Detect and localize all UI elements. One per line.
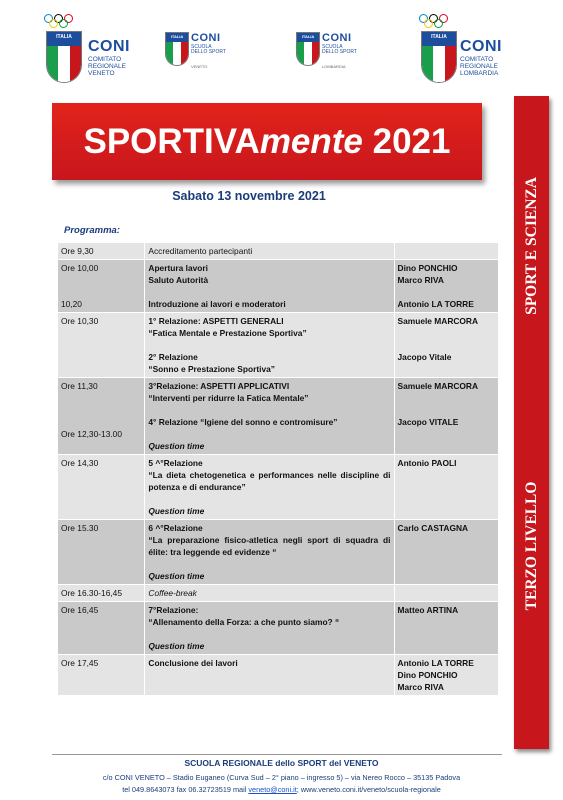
description-cell-line <box>148 404 390 416</box>
description-cell-line: Question time <box>148 506 205 516</box>
speaker-cell-line <box>398 286 495 298</box>
time-cell <box>58 313 145 378</box>
description-cell-line: 5 ^°Relazione <box>148 458 203 468</box>
side-label-bottom: TERZO LIVELLO <box>522 481 540 611</box>
time-cell <box>58 243 145 260</box>
time-cell <box>58 378 145 455</box>
time-cell-line: Ore 16,45 <box>61 605 99 615</box>
speaker-cell-line: Samuele MARCORA <box>397 316 479 326</box>
speaker-cell <box>394 455 498 520</box>
footer-contact: tel 049.8643073 fax 06.32723519 mail veneto@coni.it; www.veneto.coni.it/veneto/scuola-regionale <box>122 785 441 794</box>
time-cell <box>58 520 145 585</box>
coni-scuola-sport-lombardia-logo <box>296 30 371 80</box>
description-cell-line: “Fatica Mentale e Prestazione Sportiva” <box>148 328 307 338</box>
time-cell-line: Ore 9,30 <box>61 246 94 256</box>
side-label-top: SPORT E SCIENZA <box>522 177 540 315</box>
speaker-cell-line: Antonio LA TORRE <box>397 658 474 668</box>
description-cell-line: Question time <box>148 641 205 651</box>
speaker-cell-line: Antonio PAOLI <box>397 458 457 468</box>
description-cell-line <box>148 493 390 505</box>
description-cell-line: 7°Relazione: <box>148 605 199 615</box>
description-cell-line: Introduzione ai lavori e moderatori <box>148 299 286 309</box>
description-cell-line: 1° Relazione: ASPETTI GENERALI <box>148 316 284 326</box>
schedule-table <box>57 242 499 696</box>
time-cell-line <box>61 286 141 298</box>
coni-lombardia-logo <box>417 14 517 86</box>
description-cell <box>145 602 394 655</box>
description-cell-line: Question time <box>148 571 205 581</box>
schedule-row <box>58 260 499 313</box>
time-cell-line <box>61 416 141 428</box>
footer-title: SCUOLA REGIONALE dello SPORT del VENETO <box>184 758 379 768</box>
speaker-cell-line: Marco RIVA <box>397 275 444 285</box>
description-cell <box>145 585 394 602</box>
time-cell-line: Ore 11,30 <box>61 381 98 391</box>
description-cell <box>145 520 394 585</box>
description-cell-line: 3°Relazione: ASPETTI APPLICATIVI <box>148 381 290 391</box>
olympic-rings-icon <box>44 14 84 28</box>
speaker-cell-line: Samuele MARCORA <box>397 381 479 391</box>
schedule-row <box>58 313 499 378</box>
speaker-cell-line <box>398 327 495 339</box>
logo-region: LOMBARDIA <box>322 64 346 69</box>
description-cell-line: “Sonno e Prestazione Sportiva” <box>148 364 275 374</box>
description-cell-line <box>148 628 390 640</box>
time-cell-line: Ore 10,00 <box>61 263 99 273</box>
time-cell-line: Ore 15.30 <box>61 523 99 533</box>
time-cell <box>58 602 145 655</box>
schedule-row <box>58 243 499 260</box>
speaker-cell-line: Jacopo VITALE <box>397 417 459 427</box>
coni-wordmark: CONI <box>88 38 130 55</box>
speaker-cell-line: Carlo CASTAGNA <box>397 523 469 533</box>
description-cell-line: “La preparazione fisico-atletica negli sport di squadra di élite: tra leggende ed evidenze “ <box>148 535 391 557</box>
speaker-cell <box>394 243 498 260</box>
description-cell-line <box>148 286 390 298</box>
description-cell-line <box>148 428 390 440</box>
description-cell <box>145 313 394 378</box>
logo-subtitle: COMITATO REGIONALE VENETO <box>88 56 126 77</box>
speaker-cell <box>394 602 498 655</box>
time-cell-line: Ore 14,30 <box>61 458 99 468</box>
coni-wordmark: CONI <box>322 32 352 44</box>
time-cell-line: Ore 12,30-13.00 <box>61 429 122 439</box>
side-ribbon <box>514 96 549 749</box>
logo-region: VENETO <box>191 64 208 69</box>
speaker-cell-line: Matteo ARTINA <box>397 605 459 615</box>
description-cell-line: “Interventi per ridurre la Fatica Mentale” <box>148 393 309 403</box>
speaker-cell-line: Dino PONCHIO <box>397 670 458 680</box>
logo-subtitle: SCUOLA DELLO SPORT <box>322 44 357 56</box>
description-cell-line: Conclusione dei lavori <box>148 658 238 668</box>
italia-shield-icon: ITALIA <box>296 32 320 66</box>
coni-scuola-sport-veneto-logo <box>165 30 240 80</box>
speaker-cell-line: Marco RIVA <box>397 682 444 692</box>
description-cell-line <box>148 558 390 570</box>
time-cell-line <box>61 392 141 404</box>
description-cell-line: Question time <box>148 441 205 451</box>
time-cell <box>58 260 145 313</box>
time-cell-line: Ore 16.30-16,45 <box>61 588 122 598</box>
page-title: SPORTIVAmente 2021 <box>83 121 451 161</box>
speaker-cell-line: Dino PONCHIO <box>397 263 458 273</box>
description-cell-line: 6 ^°Relazione <box>148 523 203 533</box>
time-cell-line: Ore 17,45 <box>61 658 99 668</box>
italia-shield-icon: ITALIA <box>165 32 189 66</box>
coni-veneto-logo <box>42 14 134 86</box>
description-cell-line: 4° Relazione “Igiene del sonno e contromisure” <box>148 417 338 427</box>
title-banner <box>52 103 482 180</box>
description-cell <box>145 378 394 455</box>
description-cell <box>145 260 394 313</box>
description-cell <box>145 455 394 520</box>
italia-shield-icon: ITALIA <box>46 31 82 83</box>
description-cell <box>145 655 394 696</box>
description-cell-line: Saluto Autorità <box>148 275 209 285</box>
logo-subtitle: COMITATO REGIONALE LOMBARDIA <box>460 56 499 77</box>
speaker-cell <box>394 655 498 696</box>
speaker-cell <box>394 260 498 313</box>
footer-address: c/o CONI VENETO – Stadio Euganeo (Curva Sud – 2° piano – ingresso 5) – via Nereo Rocco – 35135 Padova <box>102 773 461 782</box>
olympic-rings-icon <box>419 14 459 28</box>
description-cell <box>145 243 394 260</box>
description-cell-line: “La dieta chetogenetica e performances nelle discipline di potenza e di endurance” <box>148 470 391 492</box>
description-cell-line <box>148 339 390 351</box>
speaker-cell-line: Antonio LA TORRE <box>397 299 474 309</box>
time-cell <box>58 655 145 696</box>
time-cell-line <box>61 274 141 286</box>
description-cell-line: Accreditamento partecipanti <box>148 246 253 256</box>
description-cell-line: Apertura lavori <box>148 263 208 273</box>
speaker-cell-line <box>398 392 495 404</box>
schedule-row <box>58 520 499 585</box>
coni-wordmark: CONI <box>191 32 221 44</box>
speaker-cell-line <box>398 404 495 416</box>
program-label: Programma: <box>64 225 120 236</box>
time-cell-line <box>61 404 141 416</box>
schedule-row <box>58 455 499 520</box>
speaker-cell <box>394 520 498 585</box>
speaker-cell-line <box>398 339 495 351</box>
speaker-cell-line: Jacopo Vitale <box>397 352 452 362</box>
schedule-row <box>58 602 499 655</box>
description-cell-line: 2° Relazione <box>148 352 198 362</box>
schedule-row <box>58 378 499 455</box>
description-cell-line: “Allenamento della Forza: a che punto siamo? “ <box>148 617 340 627</box>
coni-wordmark: CONI <box>460 38 502 55</box>
event-date: Sabato 13 novembre 2021 <box>172 189 326 203</box>
time-cell <box>58 585 145 602</box>
time-cell <box>58 455 145 520</box>
schedule-row <box>58 655 499 696</box>
speaker-cell <box>394 313 498 378</box>
logo-subtitle: SCUOLA DELLO SPORT <box>191 44 226 56</box>
speaker-cell <box>394 378 498 455</box>
footer-divider <box>52 754 502 755</box>
time-cell-line: 10,20 <box>61 299 82 309</box>
speaker-cell <box>394 585 498 602</box>
schedule-row <box>58 585 499 602</box>
time-cell-line: Ore 10,30 <box>61 316 99 326</box>
description-cell-line: Coffee-break <box>148 588 197 598</box>
email-link[interactable]: veneto@coni.it <box>248 785 297 794</box>
italia-shield-icon: ITALIA <box>421 31 457 83</box>
